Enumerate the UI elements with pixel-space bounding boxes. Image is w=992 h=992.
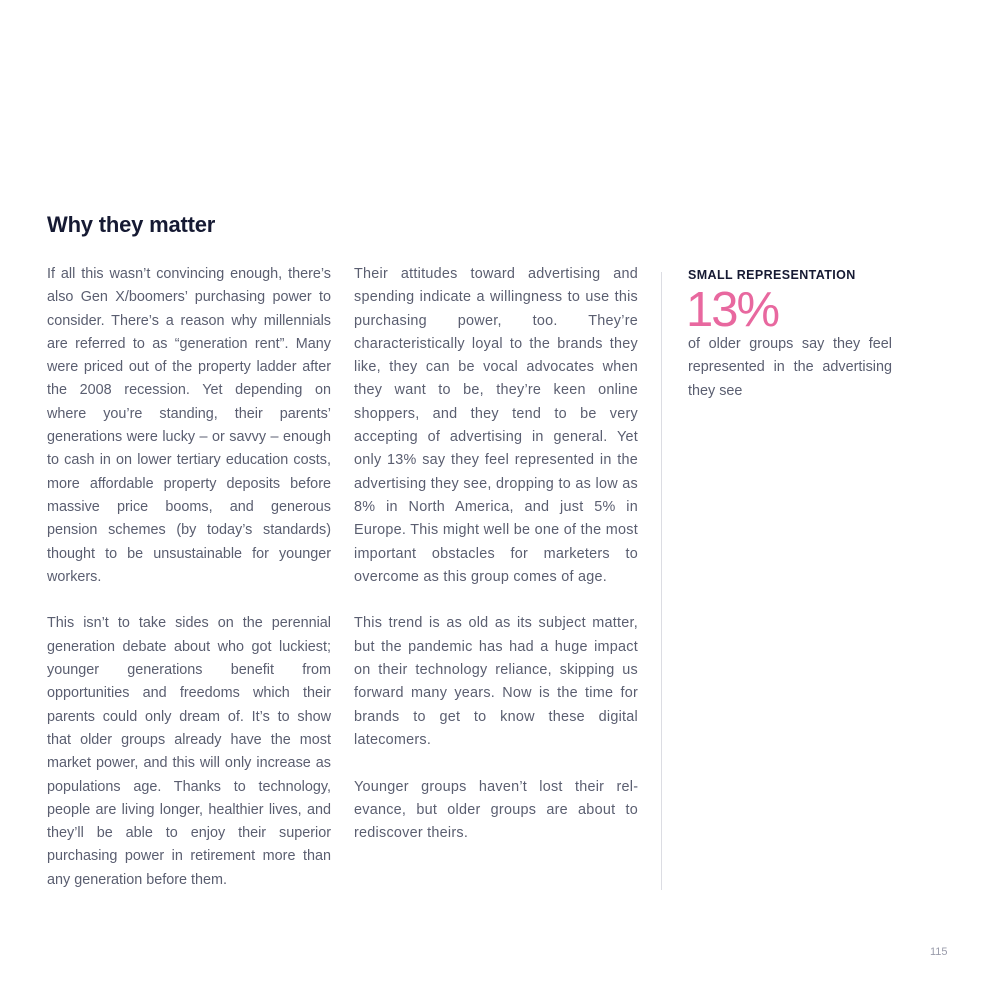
stat-value: 13% xyxy=(686,283,779,337)
body-column-left xyxy=(47,263,331,915)
section-title: Why they matter xyxy=(47,212,216,237)
paragraph: This isn’t to take sides on the perennial generation debate about who got luckiest; younger generations benefit from opportunities and freedoms which their parents could only dream of. It’s to show that older groups already have the most market power, and this will only increase as populations age. Thanks to technology, people are living longer, healthier lives, and they’ll be able to enjoy their superior purchasing power in retirement more than any generation before them. xyxy=(47,615,331,888)
column-divider xyxy=(661,272,662,890)
paragraph: Younger groups haven’t lost their relevance, but older groups are about to rediscover theirs. xyxy=(354,778,638,842)
paragraph: If all this wasn’t convincing enough, there’s also Gen X/boomers’ purchasing power to consider. There’s a reason why millennials are referred to as “generation rent”. Many were priced out of the property ladder after the 2008 recession. Yet depending on where you’re standing, their parents’ generations were lucky – or savvy – enough to cash in on lower tertiary education costs, more affordable property deposits before massive price booms, and generous pension schemes (by today’s standards) thought to be unsustainable for younger workers. xyxy=(47,266,331,585)
stat-label: SMALL REPRESENTATION xyxy=(688,268,856,282)
page-number: 115 xyxy=(930,946,948,958)
paragraph: This trend is as old as its subject matter, but the pandemic has had a huge impact on their technology reliance, skipping us forward many years. Now is the time for brands to get to know these digital latecomers. xyxy=(354,615,638,748)
stat-description: of older groups say they feel represented in the advertising they see xyxy=(688,336,892,399)
body-column-middle xyxy=(354,263,638,869)
paragraph: Their attitudes toward advertising and spending indicate a willingness to use this purchasing power, too. They’re characteristically loyal to the brands they like, they can be vocal advocates when they want to be, they’re keen online shoppers, and they tend to be very accepting of advertising in general. Yet only 13% say they feel represented in the advertising they see, dropping to as low as 8% in North America, and just 5% in Europe. This might well be one of the most important obstacles for marketers to overcome as this group comes of age. xyxy=(354,266,638,585)
